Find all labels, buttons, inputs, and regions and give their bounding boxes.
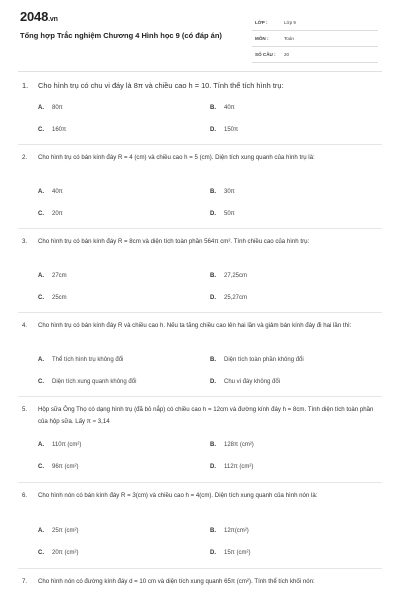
option-text: 25π (cm²) — [52, 528, 79, 534]
option-text: 150π — [224, 127, 239, 133]
answer-option[interactable] — [38, 379, 136, 385]
option-letter: D. — [210, 127, 216, 133]
question-divider — [18, 482, 382, 483]
question-number: 7. — [22, 578, 28, 585]
meta-key: LỚP : — [255, 20, 268, 25]
question-divider — [18, 144, 382, 145]
answer-option[interactable] — [210, 550, 250, 556]
site-logo[interactable] — [20, 9, 58, 24]
answer-option[interactable] — [38, 464, 78, 470]
option-letter: C. — [38, 379, 44, 385]
option-letter: C. — [38, 464, 44, 470]
option-text: 110π (cm²) — [52, 442, 82, 448]
option-letter: C. — [38, 211, 44, 217]
meta-key: SỐ CÂU : — [255, 52, 276, 57]
meta-value: 20 — [284, 52, 290, 57]
answer-option[interactable] — [38, 127, 66, 133]
answer-option[interactable] — [210, 189, 235, 195]
answer-option[interactable] — [38, 442, 81, 448]
option-letter: D. — [210, 464, 216, 470]
answer-option[interactable] — [38, 550, 78, 556]
option-text: 112π (cm²) — [224, 464, 254, 470]
logo-suffix: .vn — [48, 16, 58, 23]
header-divider — [18, 71, 382, 72]
answer-option[interactable] — [210, 464, 253, 470]
option-letter: C. — [38, 127, 44, 133]
meta-row-class — [252, 15, 378, 31]
option-text: 27,25cm — [224, 273, 248, 279]
option-letter: A. — [38, 528, 44, 534]
question-text: Cho hình trụ có bán kính đáy R = 8cm và diện tích toàn phần 564π cm². Tính chiều cao của hình trụ: — [38, 238, 310, 245]
option-text: 25,27cm — [224, 295, 248, 301]
question-number: 2. — [22, 154, 28, 161]
option-letter: C. — [38, 550, 44, 556]
option-text: Diện tích toàn phần không đổi — [224, 357, 304, 363]
option-text: 50π — [224, 211, 235, 217]
question-divider — [18, 312, 382, 313]
option-text: 80π — [52, 105, 63, 111]
option-letter: B. — [210, 273, 216, 279]
answer-option[interactable] — [210, 273, 247, 279]
option-letter: B. — [210, 357, 216, 363]
option-letter: D. — [210, 550, 216, 556]
option-text: 40π — [224, 105, 235, 111]
answer-option[interactable] — [210, 528, 249, 534]
answer-option[interactable] — [210, 379, 280, 385]
option-letter: C. — [38, 295, 44, 301]
question-number: 6. — [22, 492, 28, 499]
meta-row-count — [252, 47, 378, 63]
question-number: 3. — [22, 238, 28, 245]
option-text: 96π (cm²) — [52, 464, 79, 470]
option-text: Chu vi đáy không đổi — [224, 379, 281, 385]
answer-option[interactable] — [38, 211, 63, 217]
answer-option[interactable] — [210, 295, 247, 301]
option-letter: A. — [38, 357, 44, 363]
question-divider — [18, 228, 382, 229]
option-letter: D. — [210, 211, 216, 217]
option-text: 15π (cm²) — [224, 550, 251, 556]
option-letter: A. — [38, 273, 44, 279]
option-letter: D. — [210, 379, 216, 385]
document-header — [0, 0, 400, 64]
question-divider — [18, 568, 382, 569]
option-text: 160π — [52, 127, 67, 133]
option-text: 20π — [52, 211, 63, 217]
meta-table — [252, 15, 378, 63]
logo-main: 2048 — [20, 9, 49, 24]
option-text: 20π (cm²) — [52, 550, 79, 556]
option-text: 30π — [224, 189, 235, 195]
option-text: Diện tích xung quanh không đổi — [52, 379, 137, 385]
page-title: Tổng hợp Trắc nghiệm Chương 4 Hình học 9 (có đáp án) — [20, 31, 222, 40]
option-letter: B. — [210, 189, 216, 195]
question-text: Cho hình nón có bán kính đáy R = 3(cm) và chiều cao h = 4(cm). Diện tích xung quanh của hình nón là: — [38, 492, 318, 499]
answer-option[interactable] — [38, 528, 78, 534]
question-number: 5. — [22, 406, 28, 413]
question-text: Cho hình trụ có bán kính đáy R = 4 (cm) và chiều cao h = 5 (cm). Diện tích xung quanh của hình trụ là: — [38, 154, 315, 161]
option-letter: B. — [210, 442, 216, 448]
option-text: 25cm — [52, 295, 67, 301]
answer-option[interactable] — [210, 357, 304, 363]
option-letter: B. — [210, 105, 216, 111]
answer-option[interactable] — [210, 442, 254, 448]
question-text: Cho hình trụ có bán kính đáy R và chiều cao h. Nếu ta tăng chiều cao lên hai lần và giảm bán kính đáy đi hai lần thì: — [38, 322, 352, 329]
option-letter: B. — [210, 528, 216, 534]
answer-option[interactable] — [210, 127, 238, 133]
answer-option[interactable] — [38, 295, 67, 301]
option-letter: A. — [38, 105, 44, 111]
option-text: 12π(cm²) — [224, 528, 249, 534]
option-text: 40π — [52, 189, 63, 195]
option-letter: D. — [210, 295, 216, 301]
question-divider — [18, 396, 382, 397]
question-text: Cho hình nón có đường kính đáy d = 10 cm và diện tích xung quanh 65π (cm²). Tính thể tích khối nón: — [38, 578, 315, 585]
answer-option[interactable] — [38, 189, 63, 195]
question-text: Hộp sữa Ông Thọ có dạng hình trụ (đã bỏ nắp) có chiều cao h = 12cm và đường kính đáy h = 8cm. Tính diện tích toàn phần của hộp sữa. Lấy π ≈ 3,14 — [38, 406, 374, 425]
option-letter: A. — [38, 189, 44, 195]
option-text: 27cm — [52, 273, 67, 279]
answer-option[interactable] — [38, 105, 63, 111]
question-number: 4. — [22, 322, 28, 329]
question-text: Cho hình trụ có chu vi đáy là 8π và chiều cao h = 10. Tính thể tích hình trụ: — [38, 81, 284, 90]
answer-option[interactable] — [38, 357, 123, 363]
option-text: 128π (cm²) — [224, 442, 254, 448]
meta-row-subject — [252, 31, 378, 47]
option-letter: A. — [38, 442, 44, 448]
meta-key: MÔN : — [255, 36, 269, 41]
answer-option[interactable] — [38, 273, 67, 279]
meta-value: Toán — [284, 36, 294, 41]
answer-option[interactable] — [210, 211, 235, 217]
option-text: Thể tích hình trụ không đổi — [52, 357, 124, 363]
meta-value: Lớp 9 — [284, 20, 296, 25]
question-number: 1. — [22, 81, 29, 90]
answer-option[interactable] — [210, 105, 235, 111]
